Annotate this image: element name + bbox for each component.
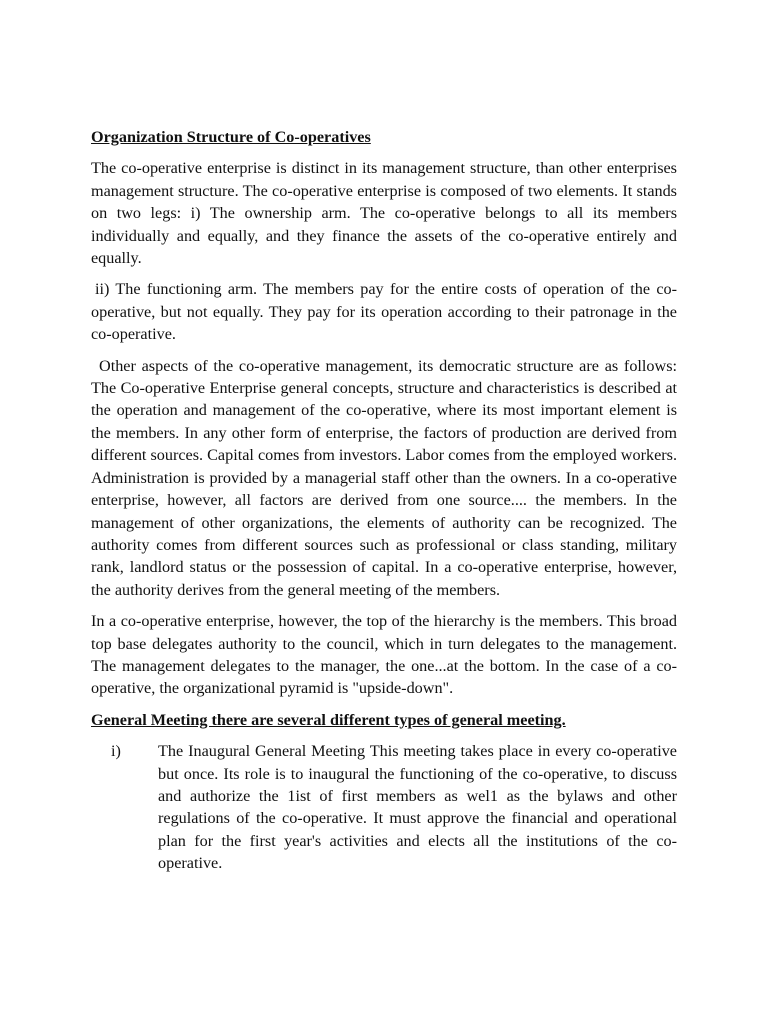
- paragraph-other-aspects: Other aspects of the co-operative management, its democratic structure are as follows: The Co-operative Enterprise general concepts, structure and characteristics is described at the operation and management of the co-operative, where its most important element is the members. In any other form of enterprise, the factors of production are derived from different sources. Capital comes from investors. Labor comes from the employed workers. Administration is provided by a managerial staff other than the owners. In a co-operative enterprise, however, all factors are derived from one source.... the members. In the management of other organizations, the elements of authority can be recognized. The authority comes from different sources such as professional or class standing, military rank, landlord status or the possession of capital. In a co-operative enterprise, however, the authority derives from the general meeting of the members.: [91, 356, 677, 599]
- document-page: [91, 126, 677, 884]
- paragraph-management-structure: The co-operative enterprise is distinct in its management structure, than other enterprises management structure. The co-operative enterprise is composed of two elements. It stands on two legs: i) The ownership arm. The co-operative belongs to all its members individually and equally, and they finance the assets of the co-operative entirely and equally.: [91, 159, 677, 268]
- section-heading-general-meeting: General Meeting there are several different types of general meeting.: [91, 710, 566, 729]
- paragraph-hierarchy: In a co-operative enterprise, however, the top of the hierarchy is the members. This broad top base delegates authority to the council, which in turn delegates to the management. The management delegates to the manager, the one...at the bottom. In the case of a co-operative, the organizational pyramid is "upside-down".: [91, 612, 677, 698]
- list-item-text: The Inaugural General Meeting This meeting takes place in every co-operative but once. Its role is to inaugural the functioning of the co-operative, to discuss and authorize the 1ist of first members as wel1 as the bylaws and other regulations of the co-operative. It must approve the financial and operational plan for the first year's activities and elects all the institutions of the co-operative.: [158, 742, 677, 873]
- section-heading-organization-structure: Organization Structure of Co-operatives: [91, 128, 371, 146]
- list-item: [91, 740, 677, 874]
- paragraph-functioning-arm: ii) The functioning arm. The members pay for the entire costs of operation of the co-operative, but not equally. They pay for its operation according to their patronage in the co-operative.: [91, 280, 677, 344]
- list-item-number: i): [111, 742, 121, 761]
